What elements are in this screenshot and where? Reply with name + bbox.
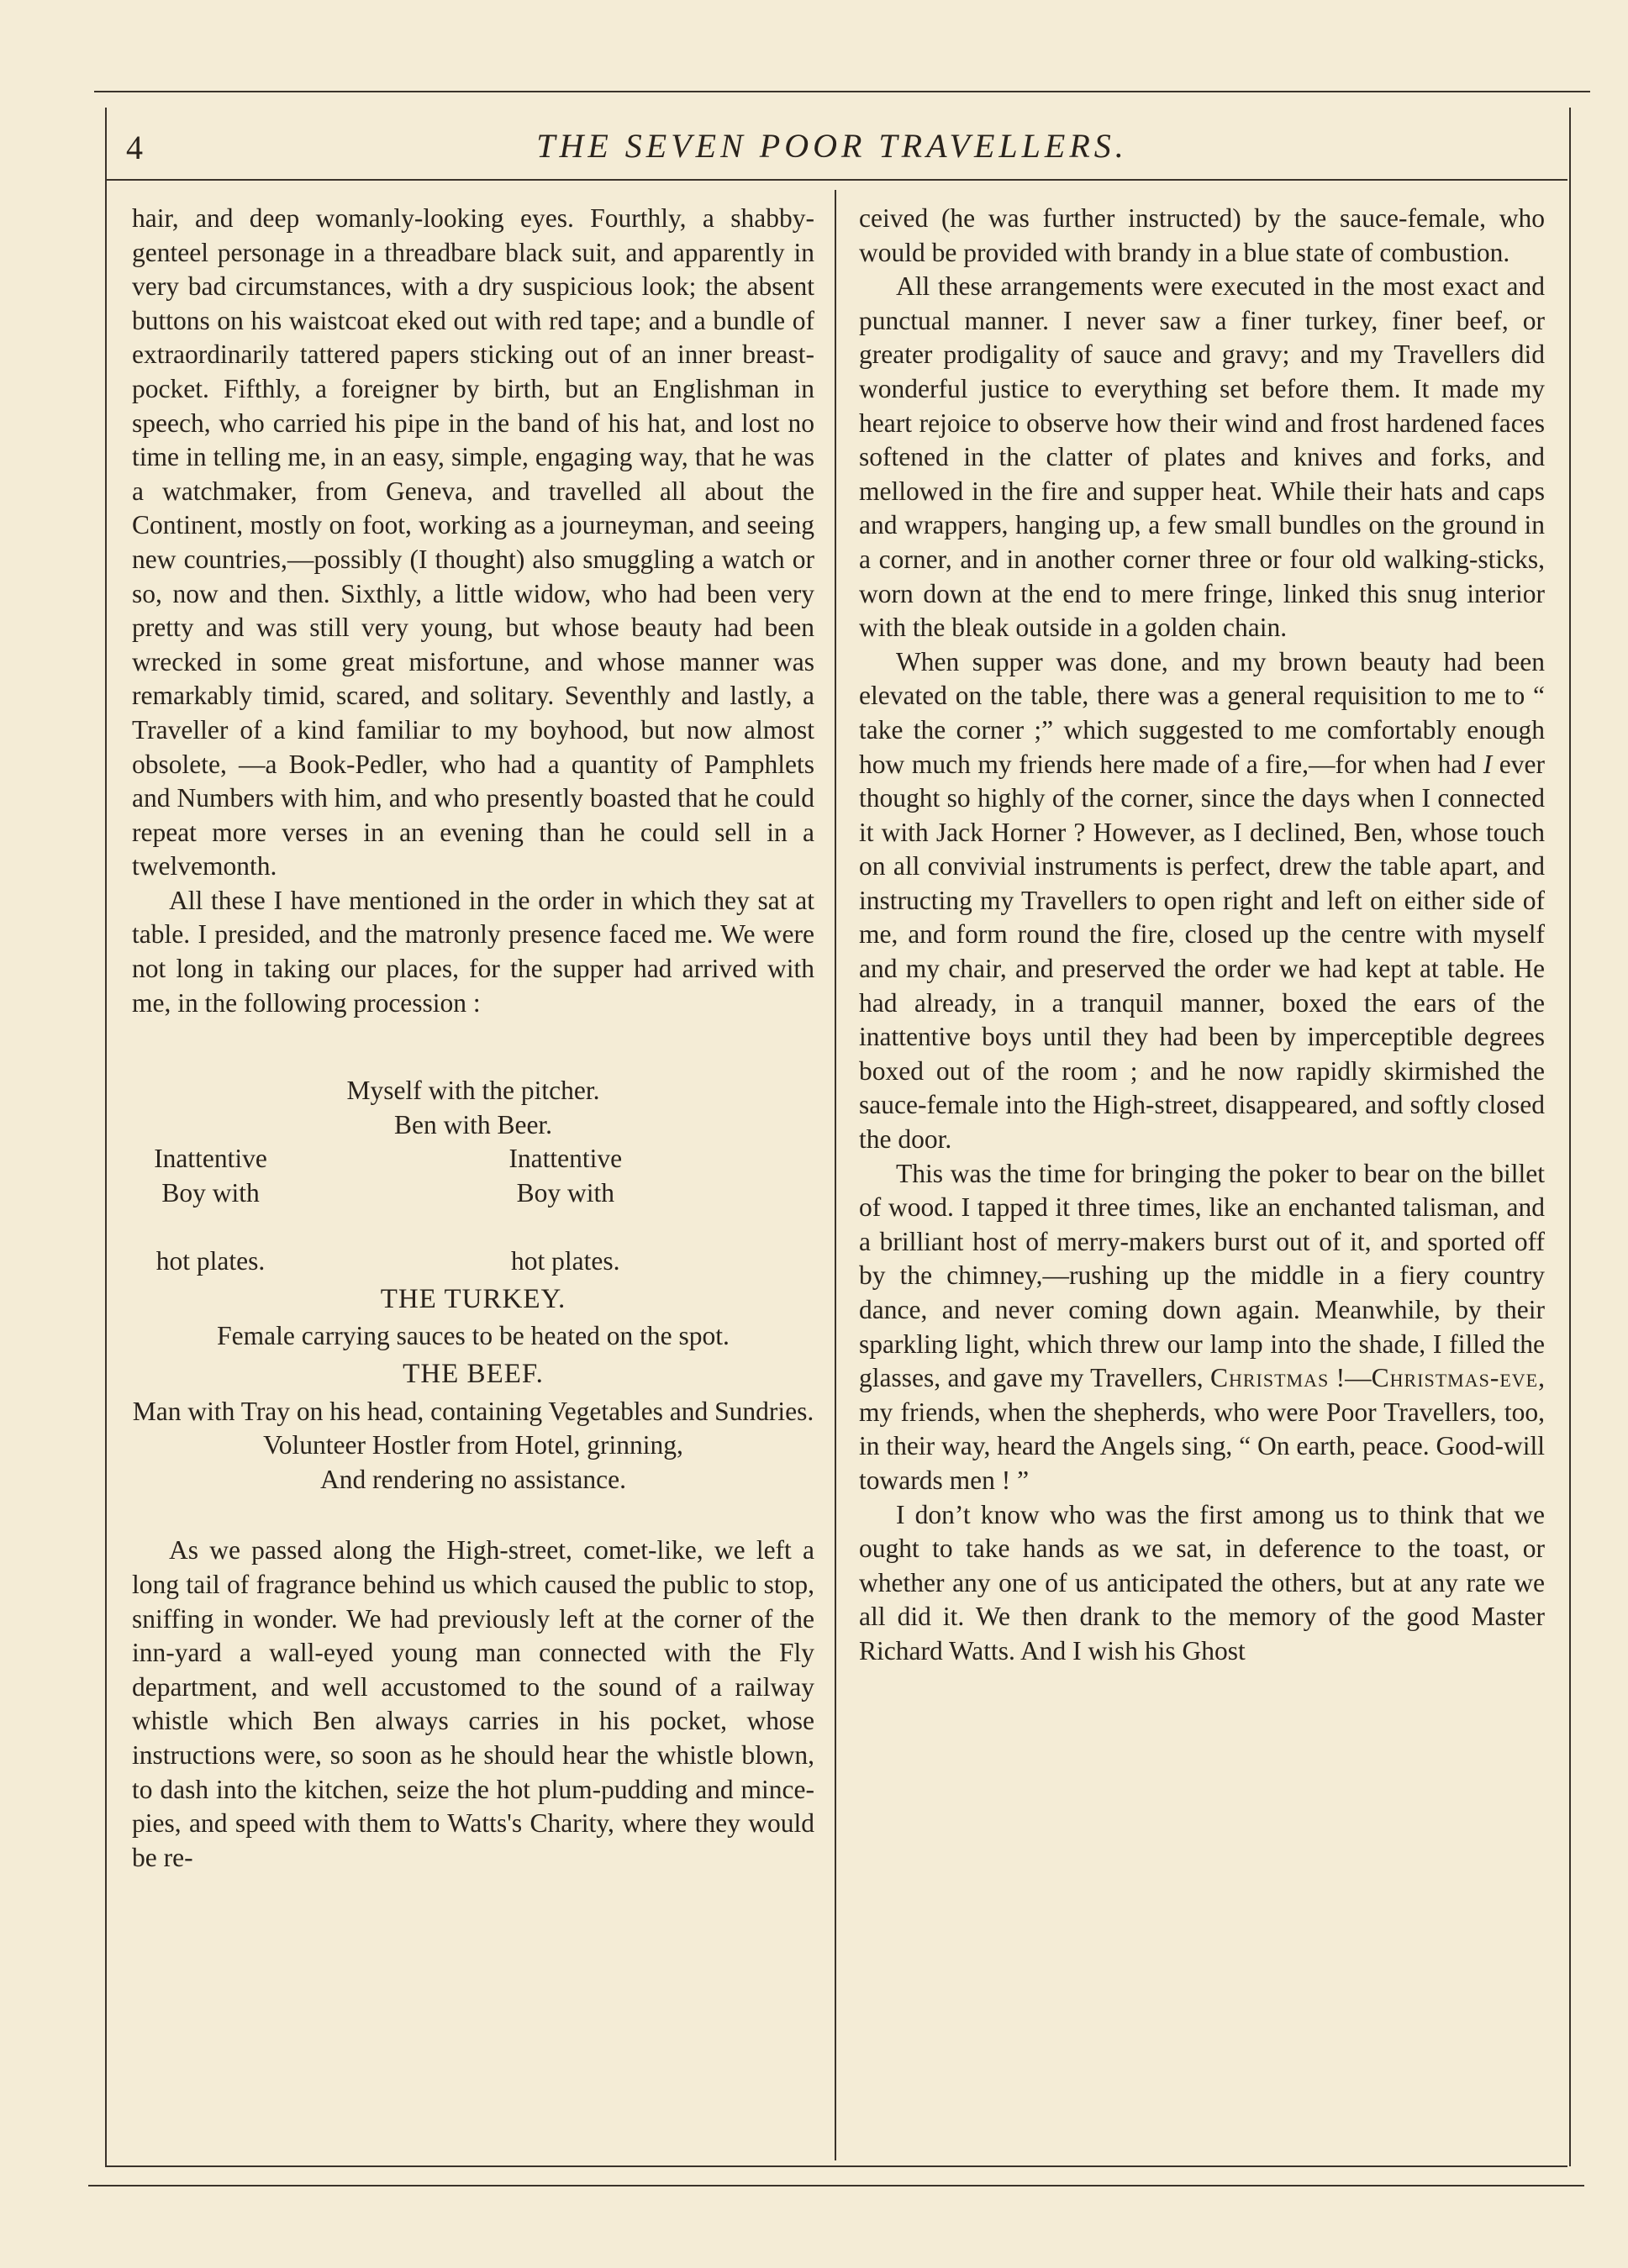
- right-paragraph-3-text-a: When supper was done, and my brown beauty had been elevated on the table, there was a general requisition to me to “ take the corner ;” which suggested to me comfortably enough how much my friends here made of a fire,—for when had: [859, 646, 1545, 779]
- bottom-rule: [105, 2165, 1567, 2167]
- procession-line-ben: Ben with Beer.: [393, 1109, 553, 1139]
- procession-boy-right-line2: hot plates.: [511, 1246, 620, 1276]
- procession-hostler-1: Volunteer Hostler from Hotel, grinning,: [263, 1430, 683, 1460]
- christmas-eve-smallcaps: Christmas-eve: [1371, 1363, 1539, 1393]
- left-column: [132, 202, 814, 1875]
- right-column: [859, 202, 1545, 1669]
- procession-sauces: Female carrying sauces to be heated on the spot.: [217, 1321, 730, 1351]
- right-paragraph-3-text-b: ever thought so highly of the corner, since the days when I connected it with Jack Horner ? However, as I declined, Ben, whose touch on all convivial instruments is perfect, drew the table apart, and instructing my Travellers to open right and left on either side of me, and form round the fire, closed up the centre with myself and my chair, and preserved the order we had kept at table. He had already, in a tranquil manner, boxed the ears of the inattentive boys until they had been by imperceptible degrees boxed out of the room ; and he now rapidly skirmished the sauce-female into the High-street, disappeared, and softly closed the door.: [859, 749, 1546, 1155]
- right-paragraph-4-text-b: , my friends, when the shepherds, who were Poor Travellers, too, in their way, heard the Angels sing, “ On earth, peace. Good-will towards men ! ”: [859, 1363, 1545, 1495]
- left-paragraph-1: hair, and deep womanly-looking eyes. Fourthly, a shabby-genteel personage in a threadbare black suit, and apparently in very bad circumstances, with a dry suspicious look; the absent buttons on his waistcoat eked out with red tape; and a bundle of extraordinarily tattered papers sticking out of an inner breast-pocket. Fifthly, a foreigner by birth, but an Englishman in speech, who carried his pipe in the band of his hat, and lost no time in telling me, in an easy, simple, engaging way, that he was a watchmaker, from Geneva, and travelled all about the Continent, mostly on foot, working as a journeyman, and seeing new countries,—possibly (I thought) also smuggling a watch or so, now and then. Sixthly, a little widow, who had been very pretty and was still very young, but whose beauty had been wrecked in some great misfortune, and whose manner was remarkably timid, scared, and solitary. Seventhly and lastly, a Traveller of a kind familiar to my boyhood, but now almost obsolete, —a Book-Pedler, who had a quantity of Pamphlets and Numbers with him, and who presently boasted that he could repeat more verses in an evening than he could sell in a twelvemonth.: [132, 203, 814, 881]
- procession-line-pitcher: Myself with the pitcher.: [346, 1076, 600, 1106]
- right-paragraph-4: [859, 1157, 1545, 1498]
- procession-boy-right-line1: Inattentive Boy with: [508, 1144, 623, 1208]
- procession-turkey: THE TURKEY.: [380, 1283, 566, 1314]
- procession-tray: Man with Tray on his head, containing Vegetables and Sundries.: [132, 1396, 814, 1426]
- christmas-smallcaps: Christmas: [1209, 1363, 1330, 1393]
- bottom-rule-outer: [88, 2185, 1584, 2186]
- procession-beef: THE BEEF.: [403, 1359, 544, 1389]
- page-header: [126, 124, 1538, 175]
- right-paragraph-4-text-a: This was the time for bringing the poker to bear on the billet of wood. I tapped it three times, like an enchanted talisman, and a brilliant host of merry-makers burst out of it, and sported off by the chimney,—rushing up the middle in a fiery country dance, and never coming down again. Meanwhile, by their sparkling light, which threw our lamp into the shade, I filled the glasses, and gave my Travellers,: [859, 1158, 1545, 1393]
- right-paragraph-3-italic-i: I: [1483, 749, 1493, 779]
- page-number: 4: [126, 129, 143, 166]
- running-title: THE SEVEN POOR TRAVELLERS.: [536, 127, 1128, 165]
- right-paragraph-1: ceived (he was further instructed) by the sauce-female, who would be provided with brandy in a blue state of combustion.: [859, 203, 1545, 267]
- right-paragraph-4-dash: !—: [1329, 1363, 1372, 1393]
- procession-hostler-2: And rendering no assistance.: [320, 1464, 626, 1494]
- procession-list: [132, 1074, 814, 1497]
- procession-boys: [132, 1142, 814, 1278]
- procession-boy-left: [132, 1142, 460, 1278]
- procession-boy-left-line2: hot plates.: [155, 1246, 266, 1276]
- procession-boy-left-line1: Inattentive Boy with: [154, 1144, 267, 1208]
- right-paragraph-3: [859, 645, 1545, 1157]
- header-rule: [105, 179, 1567, 181]
- left-paragraph-2: All these I have mentioned in the order in which they sat at table. I presided, and the matronly presence faced me. We were not long in taking our places, for the supper had arrived with me, in the following procession :: [132, 885, 814, 1018]
- procession-boy-right: [487, 1142, 814, 1278]
- column-divider: [835, 190, 836, 2160]
- right-paragraph-2: All these arrangements were executed in the most exact and punctual manner. I never saw a finer turkey, finer beef, or greater prodigality of sauce and gravy; and my Travellers did wonderful justice to everything set before them. It made my heart rejoice to observe how their wind and frost hardened faces softened in the clatter of plates and knives and forks, and mellowed in the fire and supper heat. While their hats and caps and wrappers, hanging up, a few small bundles on the ground in a corner, and in another corner three or four old walking-sticks, worn down at the end to mere fringe, linked this snug interior with the bleak outside in a golden chain.: [859, 271, 1545, 643]
- right-paragraph-5: I don’t know who was the first among us to think that we ought to take hands as we sat, in deference to the toast, or whether any one of us anticipated the others, but at any rate we all did it. We then drank to the memory of the good Master Richard Watts. And I wish his Ghost: [859, 1499, 1545, 1665]
- left-paragraph-3: As we passed along the High-street, comet-like, we left a long tail of fragrance behind us which caused the public to stop, sniffing in wonder. We had previously left at the corner of the inn-yard a wall-eyed young man connected with the Fly department, and well accustomed to the sound of a railway whistle which Ben always carries in his pocket, whose instructions were, so soon as he should hear the whistle blown, to dash into the kitchen, seize the hot plum-pudding and mince-pies, and speed with them to Watts's Charity, where they would be re-: [132, 1535, 814, 1872]
